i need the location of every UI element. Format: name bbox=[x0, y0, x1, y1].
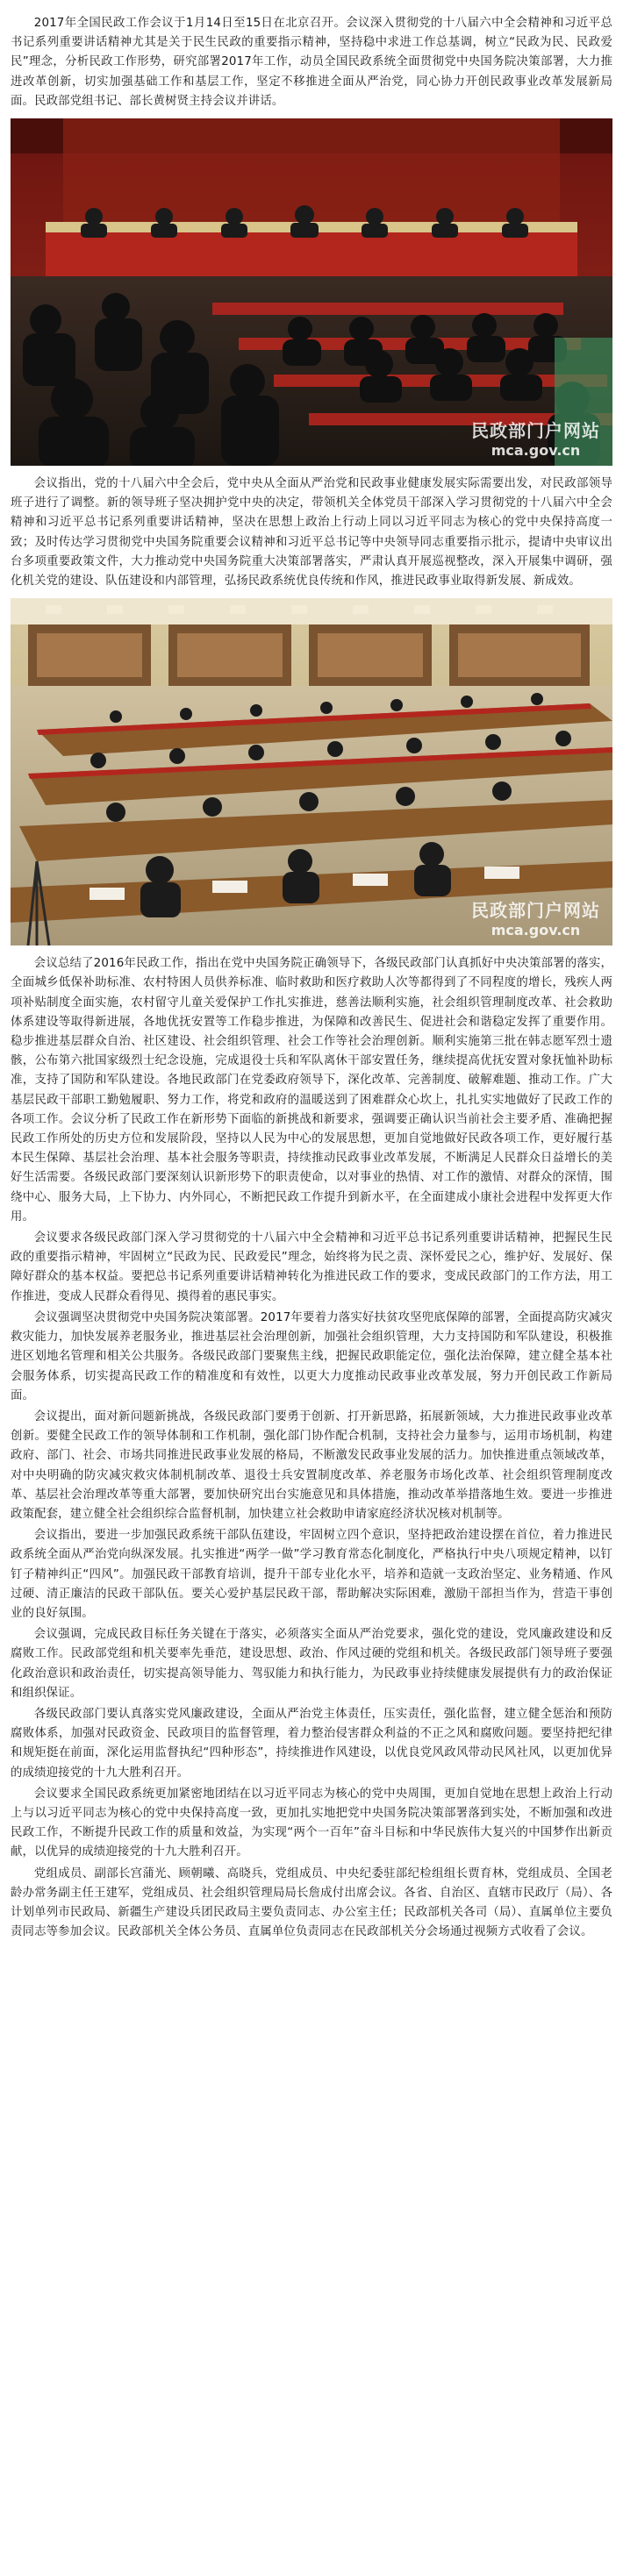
meeting-photo-hall bbox=[11, 598, 612, 945]
article-paragraph-5: 会议强调坚决贯彻党中央国务院决策部署。2017年要着力落实好扶贫攻坚兜底保障的部署，全面提高防灾减灾救灾能力，加快发展养老服务业，推进基层社会治理创新，加强社会组织管理，大力支持国防和军队建设，积极推进区划地名管理和相关公共服务。各级民政部门要聚焦主线，把握民政职能定位，强化法治保障，建立健全基本社会服务体系，切实提高民政工作的精准度和有效性，以更大力度推动民政事业改革发展，努力开创民政工作新局面。 bbox=[11, 1310, 612, 1402]
article-paragraph-8: 会议强调，完成民政目标任务关键在于落实，必须落实全面从严治党要求，强化党的建设，党风廉政建设和反腐败工作。民政部党组和机关要率先垂范，建设思想、政治、作风过硬的党组和机关。各级民政部门领导班子要强化政治意识和政治责任，切实提高领导能力、驾驭能力和执行能力，为民政事业持续健康发展提供有力的政治保证和组织保证。 bbox=[11, 1628, 612, 1700]
article-paragraph-4: 会议要求各级民政部门深入学习贯彻党的十八届六中全会精神和习近平总书记系列重要讲话精神，把握民生民政的重要指示精神，牢固树立“民政为民、民政爱民”理念，始终将为民之责、深怀爱民之心，维护好、发展好、保障好群众的基本权益。要把总书记系列重要讲话精神转化为推进民政工作的要求，变成民政部门的工作方法，用工作推进，变成人民群众看得见、摸得着的惠民事实。 bbox=[11, 1231, 612, 1303]
article-paragraph-10: 会议要求全国民政系统更加紧密地团结在以习近平同志为核心的党中央周围，更加自觉地在思想上政治上行动上与以习近平同志为核心的党中央保持高度一致，更加扎实地把党中央国务院决策部署落到实处，不断加强和改进民政工作，不断提升民政工作的质量和效益，为实现“两个一百年”奋斗目标和中华民族伟大复兴的中国梦作出新贡献，以优异的成绩迎接党的十九大胜利召开。 bbox=[11, 1787, 612, 1859]
article-paragraph-1: 2017年全国民政工作会议于1月14日至15日在北京召开。会议深入贯彻党的十八届六中全会精神和习近平总书记系列重要讲话精神尤其是关于民生民政的重要指示精神，坚持稳中求进工作总基调，树立“民政为民、民政爱民”理念，分析民政工作形势，研究部署2017年工作，动员全国民政系统全面贯彻党中央国务院决策部署，大力推进改革创新，切实加强基础工作和基层工作，坚定不移推进全面从严治党，同心协力开创民政事业改革发展新局面。民政部党组书记、部长黄树贤主持会议并讲话。 bbox=[11, 17, 612, 108]
watermark-en: mca.gov.cn bbox=[491, 922, 581, 939]
watermark-cn: 民政部门户网站 bbox=[471, 420, 600, 442]
article-paragraph-6: 会议提出，面对新问题新挑战，各级民政部门要勇于创新、打开新思路，拓展新领域，大力推进民政事业改革创新。要健全民政工作的领导体制和工作机制，强化部门协作配合机制，支持社会力量参与，运用市场机制，构建政府、部门、社会、市场共同推进民政事业发展的格局，不断激发民政事业发展的活力。加快推进重点领域改革，对中央明确的防灾减灾救灾体制机制改革、退役士兵安置制度改革、养老服务市场化改革、社会组织管理制度改革、基层社会治理改革等重大部署，要加快研究出台实施意见和具体措施，推动改革举措落地生效。要进一步推进政策配套，建立健全社会组织综合监督机制，加快建立社会救助申请家庭经济状况核对机制等。 bbox=[11, 1409, 612, 1521]
photo-watermark bbox=[471, 417, 600, 459]
podium-photo-illustration bbox=[11, 118, 612, 466]
article-paragraph-7: 会议指出，要进一步加强民政系统干部队伍建设，牢固树立四个意识，坚持把政治建设摆在首位，着力推进民政系统全面从严治党向纵深发展。扎实推进“两学一做”学习教育常态化制度化，严格执行中央八项规定精神，以钉钉子精神纠正“四风”。加强民政干部教育培训，提升干部专业化水平，培养和造就一支政治坚定、业务精通、作风过硬、清正廉洁的民政干部队伍。要关心爱护基层民政干部，帮助解决实际困难，激励干部担当作为，营造干事创业的良好氛围。 bbox=[11, 1529, 612, 1620]
article-paragraph-2: 会议指出，党的十八届六中全会后，党中央从全面从严治党和民政事业健康发展实际需要出发，对民政部领导班子进行了调整。新的领导班子坚决拥护党中央的决定，带领机关全体党员干部深入学习贯彻党的十八届六中全会精神和习近平总书记系列重要讲话精神，坚决在思想上政治上行动上同以习近平同志为核心的党中央保持高度一致；及时传达学习贯彻党中央国务院重要会议精神和习近平总书记等中央领导同志重要指示批示，提请中央审议出台多项重要政策文件，大力推动党中央国务院重大决策部署落实，严肃认真开展巡视整改，深入开展集中调研，强化机关党的建设、队伍建设和内部管理，弘扬民政系统优良传统和作风，推进民政事业取得新发展、新成效。 bbox=[11, 477, 612, 589]
article-paragraph-9: 各级民政部门要认真落实党风廉政建设，全面从严治党主体责任，压实责任，强化监督，建立健全惩治和预防腐败体系，加强对民政资金、民政项目的监督管理，着力整治侵害群众利益的不正之风和腐败问题。要坚持把纪律和规矩挺在前面，深化运用监督执纪“四种形态”，持续推进作风建设，以优良党风政风带动民风社风，以更加优异的成绩迎接党的十九大胜利召开。 bbox=[11, 1707, 612, 1780]
watermark-cn: 民政部门户网站 bbox=[471, 900, 600, 922]
hall-photo-illustration bbox=[11, 598, 612, 945]
meeting-photo-podium bbox=[11, 118, 612, 466]
article-paragraph-3: 会议总结了2016年民政工作，指出在党中央国务院正确领导下，各级民政部门认真抓好中央决策部署的落实，全面城乡低保补助标准、农村特困人员供养标准、临时救助和医疗救助人次等都得到了不同程度的增长，残疾人两项补贴制度全面实施，农村留守儿童关爱保护工作扎实推进，慈善法顺利实施，社会组织管理制度改革、社会救助体系建设等取得新进展，各地优抚安置等工作稳步推进，为保障和改善民生、促进社会和谐稳定发挥了重要作用。稳步推进基层群众自治、社区建设、社会组织管理、社会工作等社会治理创新。顺利实施第三批在韩志愿军烈士遗骸，公布第六批国家级烈士纪念设施，完成退役士兵和军队离休干部安置任务，继续提高优抚安置对象抚恤补助标准，支持了国防和军队建设。各地民政部门在党委政府领导下，深化改革、完善制度、破解难题、推动工作。广大基层民政干部职工勤勉履职、努力工作，将党和政府的温暖送到了困难群众心坎上，扎扎实实地做好了民政工作的各项工作。会议分析了民政工作在新形势下面临的新挑战和新要求，强调要正确认识当前社会主要矛盾、准确把握民政工作所处的历史方位和发展阶段，坚持以人民为中心的发展思想，更加自觉地做好民政各项工作，更好履行基本民生保障、基层社会治理、基本社会服务等职责，持续推动民政事业改革发展，不断满足人民群众日益增长的美好生活需要。各级民政部门要深刻认识新形势下的职责使命，以对事业的热情、对工作的激情、对群众的深情，围绕中心、服务大局，上下协力、内外同心，不断把民政工作提升到新水平，在全面建成小康社会进程中发挥更大作用。 bbox=[11, 957, 612, 1224]
watermark-en: mca.gov.cn bbox=[491, 442, 581, 460]
article-paragraph-11: 党组成员、副部长宫蒲光、顾朝曦、高晓兵，党组成员、中央纪委驻部纪检组组长贾育林，党组成员、全国老龄办常务副主任王建军，党组成员、社会组织管理局局长詹成付出席会议。各省、自治区、直辖市民政厅（局）、各计划单列市民政局、新疆生产建设兵团民政局主要负责同志、办公室主任；民政部机关各司（局）、直属单位主要负责同志等参加会议。民政部机关全体公务员、直属单位负责同志在民政部机关分会场通过视频方式收看了会议。 bbox=[11, 1866, 612, 1939]
photo-watermark bbox=[471, 896, 600, 938]
